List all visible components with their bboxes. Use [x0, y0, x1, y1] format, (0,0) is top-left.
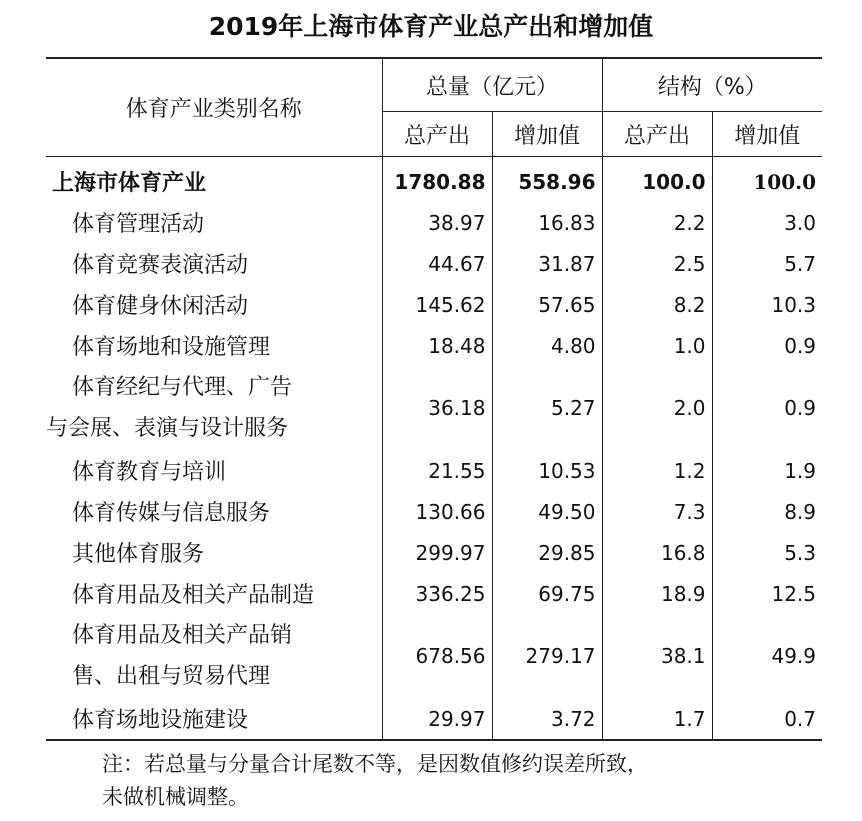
- row-va-pct: 49.9: [712, 614, 822, 698]
- row-name: 其他体育服务: [72, 542, 205, 567]
- output-pct-header: 总产出: [602, 112, 712, 157]
- table-row: [46, 366, 822, 450]
- row-value-added: 5.27: [492, 366, 602, 450]
- structure-group-header: 结构（%）: [602, 58, 822, 112]
- row-value-added: 3.72: [492, 698, 602, 740]
- row-name-line2: 与会展、表演与设计服务: [46, 416, 289, 441]
- row-name: 体育场地设施建设: [46, 698, 382, 740]
- row-name: 体育传媒与信息服务: [72, 501, 271, 526]
- row-value-added: 10.53: [492, 450, 602, 491]
- row-name: 体育用品及相关产品制造: [72, 583, 315, 608]
- row-output: 336.25: [382, 573, 492, 614]
- row-value-added: 69.75: [492, 573, 602, 614]
- row-output-pct: 18.9: [602, 573, 712, 614]
- row-name-line1: 体育用品及相关产品销: [72, 623, 293, 648]
- row-name: 体育竞赛表演活动: [72, 253, 249, 278]
- table-row: [46, 202, 822, 243]
- value-added-pct-header: 增加值: [712, 112, 822, 157]
- row-output-pct: 1.2: [602, 450, 712, 491]
- row-name: 上海市体育产业: [52, 171, 207, 196]
- row-va-pct: 0.9: [712, 366, 822, 450]
- row-va-pct: 8.9: [712, 491, 822, 532]
- footnote-line2: 未做机械调整。: [102, 785, 249, 809]
- row-output-pct: 38.1: [602, 614, 712, 698]
- row-output-pct: 7.3: [602, 491, 712, 532]
- row-output: 36.18: [382, 366, 492, 450]
- row-name: 体育场地和设施管理: [72, 335, 271, 360]
- sports-industry-table: [46, 57, 822, 741]
- row-va-pct: 1.9: [712, 450, 822, 491]
- table-footnote: [102, 748, 802, 814]
- row-value-added: 29.85: [492, 532, 602, 573]
- row-value-added: 16.83: [492, 202, 602, 243]
- row-output: 130.66: [382, 491, 492, 532]
- row-name: 体育健身休闲活动: [72, 294, 249, 319]
- row-output-pct: 2.0: [602, 366, 712, 450]
- table-row: [46, 243, 822, 284]
- table-title: 2019年上海市体育产业总产出和增加值: [208, 12, 654, 41]
- row-va-pct: 5.7: [712, 243, 822, 284]
- row-output-pct: 2.5: [602, 243, 712, 284]
- row-name: 体育管理活动: [72, 212, 205, 237]
- row-va-pct: 100.0: [712, 157, 822, 203]
- table-row: [46, 325, 822, 366]
- row-name: [46, 614, 382, 698]
- table-row: [46, 284, 822, 325]
- row-output: 18.48: [382, 325, 492, 366]
- row-output: 678.56: [382, 614, 492, 698]
- row-output-pct: 8.2: [602, 284, 712, 325]
- row-value-added: 49.50: [492, 491, 602, 532]
- table-row: [46, 573, 822, 614]
- table-row: [46, 532, 822, 573]
- row-va-pct: 5.3: [712, 532, 822, 573]
- output-header: 总产出: [382, 112, 492, 157]
- row-name: [46, 366, 382, 450]
- row-va-pct: 0.9: [712, 325, 822, 366]
- table-row: [46, 491, 822, 532]
- row-va-pct: 12.5: [712, 573, 822, 614]
- table-row-total: [46, 157, 822, 203]
- row-name-line2: 售、出租与贸易代理: [72, 664, 271, 689]
- row-output: 145.62: [382, 284, 492, 325]
- row-name-line1: 体育经纪与代理、广告: [72, 375, 293, 400]
- row-output-pct: 16.8: [602, 532, 712, 573]
- row-output: 21.55: [382, 450, 492, 491]
- row-value-added: 31.87: [492, 243, 602, 284]
- row-output: 1780.88: [382, 157, 492, 203]
- row-output: 299.97: [382, 532, 492, 573]
- row-output-pct: 1.0: [602, 325, 712, 366]
- category-name-header: 体育产业类别名称: [46, 58, 382, 157]
- row-name: 体育教育与培训: [72, 460, 227, 485]
- table-row: [46, 450, 822, 491]
- row-output-pct: 2.2: [602, 202, 712, 243]
- table-row: [46, 698, 822, 740]
- row-output-pct: 1.7: [602, 698, 712, 740]
- total-group-header: 总量（亿元）: [382, 58, 602, 112]
- row-va-pct: 3.0: [712, 202, 822, 243]
- row-value-added: 558.96: [492, 157, 602, 203]
- row-value-added: 279.17: [492, 614, 602, 698]
- row-va-pct: 10.3: [712, 284, 822, 325]
- row-output: 38.97: [382, 202, 492, 243]
- row-va-pct: 0.7: [712, 698, 822, 740]
- row-output: 44.67: [382, 243, 492, 284]
- row-value-added: 4.80: [492, 325, 602, 366]
- row-output-pct: 100.0: [602, 157, 712, 203]
- row-output: 29.97: [382, 698, 492, 740]
- footnote-line1: 注：若总量与分量合计尾数不等，是因数值修约误差所致，: [102, 752, 648, 776]
- table-row: [46, 614, 822, 698]
- value-added-header: 增加值: [492, 112, 602, 157]
- row-value-added: 57.65: [492, 284, 602, 325]
